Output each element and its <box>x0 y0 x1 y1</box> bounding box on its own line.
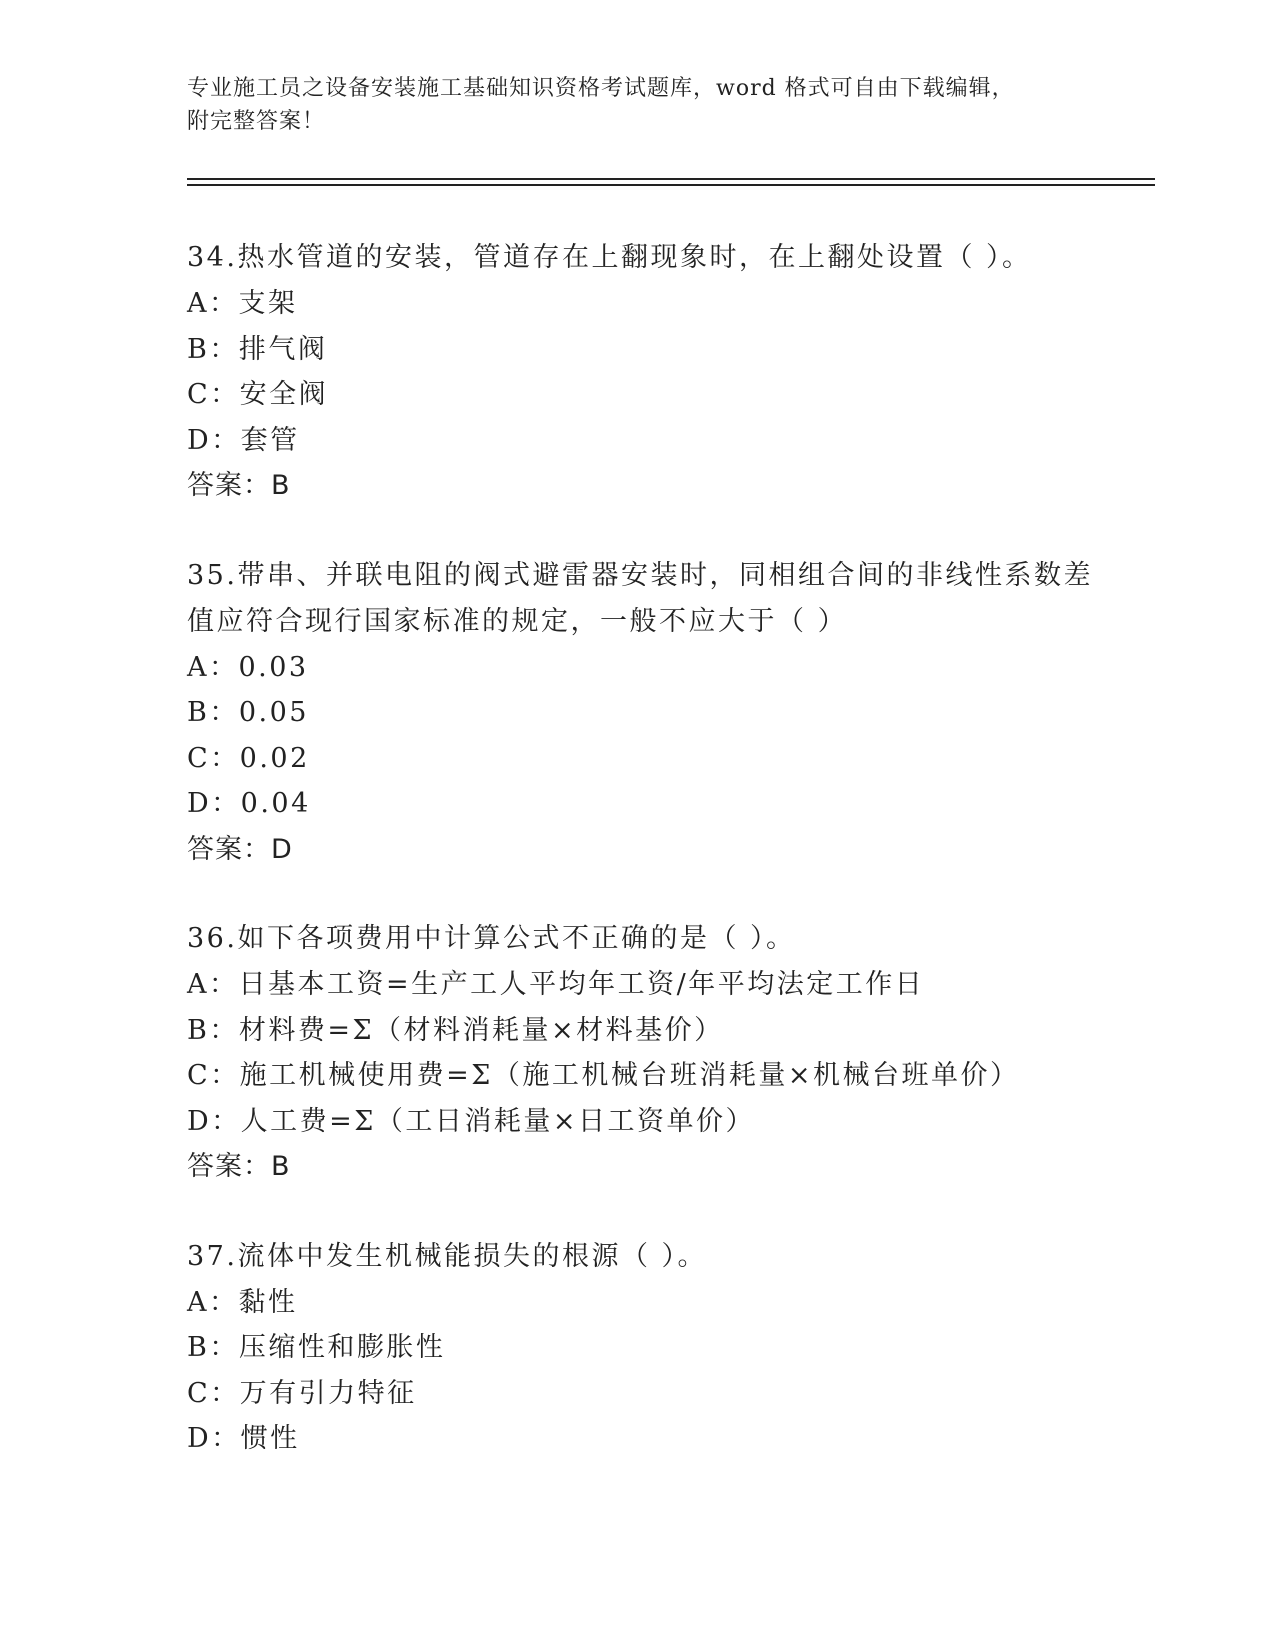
option-a: A：0.03 <box>187 651 309 683</box>
option-d: D：惯性 <box>187 1423 300 1454</box>
answer: 答案：D <box>187 833 293 865</box>
answer: 答案：B <box>187 1151 291 1182</box>
header-divider-bottom <box>187 184 1155 186</box>
option-a: A：支架 <box>187 288 298 319</box>
option-d: D：套管 <box>187 424 300 456</box>
option-b: B：材料费=Σ（材料消耗量×材料基价） <box>187 1014 724 1046</box>
option-c: C：万有引力特征 <box>187 1377 417 1409</box>
header-line-1: 专业施工员之设备安装施工基础知识资格考试题库，word 格式可自由下载编辑， <box>187 76 1015 101</box>
option-a: A：日基本工资=生产工人平均年工资/年平均法定工作日 <box>187 969 925 1000</box>
question-35 <box>187 553 1107 873</box>
option-b: B：排气阀 <box>187 333 328 365</box>
option-b: B：0.05 <box>187 697 309 728</box>
answer: 答案：B <box>187 470 291 501</box>
option-d: D：0.04 <box>187 788 311 819</box>
question-stem: 35.带串、并联电阻的阀式避雷器安装时，同相组合间的非线性系数差值应符合现行国家标准的规定，一般不应大于（ ） <box>187 559 1093 637</box>
option-b: B：压缩性和膨胀性 <box>187 1332 446 1363</box>
question-37 <box>187 1234 1107 1462</box>
header-divider-top <box>187 178 1155 180</box>
document-header <box>187 72 1087 138</box>
option-a: A：黏性 <box>187 1286 298 1318</box>
question-stem: 36.如下各项费用中计算公式不正确的是（ ）。 <box>187 923 796 954</box>
option-c: C：施工机械使用费=Σ（施工机械台班消耗量×机械台班单价） <box>187 1060 1020 1091</box>
question-34 <box>187 235 1107 509</box>
option-d: D：人工费=Σ（工日消耗量×日工资单价） <box>187 1105 755 1137</box>
header-line-2: 附完整答案！ <box>187 109 326 134</box>
question-36 <box>187 916 1107 1190</box>
option-c: C：安全阀 <box>187 379 329 410</box>
option-c: C：0.02 <box>187 742 310 774</box>
question-stem: 34.热水管道的安装，管道存在上翻现象时，在上翻处设置（ ）。 <box>187 242 1032 273</box>
question-stem: 37.流体中发生机械能损失的根源（ ）。 <box>187 1240 708 1272</box>
question-list <box>187 235 1107 1506</box>
